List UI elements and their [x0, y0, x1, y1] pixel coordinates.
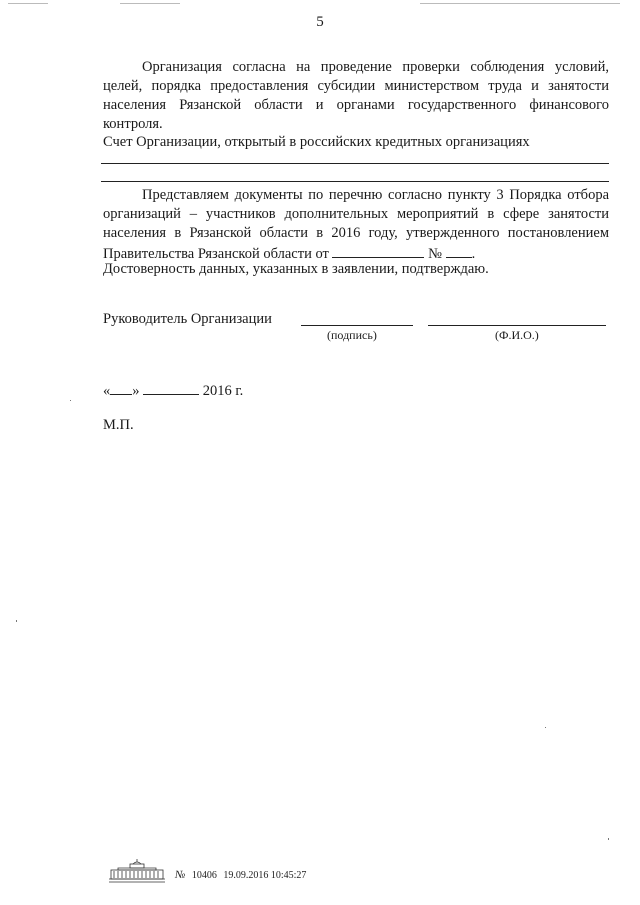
- full-name-line: [428, 325, 606, 326]
- open-quote: «: [103, 383, 111, 399]
- day-blank: [110, 380, 132, 395]
- documents-paragraph: [103, 186, 609, 264]
- registration-mark: №: [175, 869, 186, 881]
- scan-artifact: [420, 3, 620, 4]
- resolution-number-blank: [446, 243, 472, 258]
- scan-artifact: [608, 838, 609, 840]
- scan-artifact: [545, 727, 546, 728]
- signature-line: [301, 325, 413, 326]
- month-blank: [143, 380, 199, 395]
- registration-timestamp: 19.09.2016 10:45:27: [223, 870, 307, 881]
- date-line: [103, 380, 243, 400]
- documents-paragraph-text: Представляем документы по перечню согласно пункту 3 Порядка отбора организаций – участников дополнительных мероприятий в сфере занятости населения в Рязанской области в 2016 году, утвержденного постановлением Правительства Рязанской области от: [103, 187, 609, 262]
- registration-stamp: [175, 869, 310, 881]
- confirmation-text: Достоверность данных, указанных в заявлении, подтверждаю.: [103, 261, 489, 277]
- scan-artifact: [8, 3, 48, 4]
- page-number: 5: [316, 14, 324, 30]
- account-label: Счет Организации, открытый в российских кредитных организациях: [103, 134, 530, 150]
- registration-number: 10406: [191, 870, 217, 881]
- scan-artifact: [16, 620, 17, 622]
- seal-placeholder-label: М.П.: [103, 417, 134, 433]
- full-name-caption: (Ф.И.О.): [495, 328, 539, 342]
- government-building-stamp-icon: [108, 857, 166, 885]
- number-sign: №: [424, 246, 446, 262]
- year-text: 2016 г.: [202, 383, 244, 399]
- documents-paragraph-end: .: [471, 246, 476, 262]
- head-of-organization-label: Руководитель Организации: [103, 311, 272, 327]
- signature-caption: (подпись): [327, 328, 377, 342]
- scan-artifact: [70, 400, 71, 401]
- account-entry-line-1: [101, 163, 609, 164]
- close-quote: »: [132, 383, 140, 399]
- scan-artifact: [120, 3, 180, 4]
- resolution-date-blank: [332, 243, 424, 258]
- consent-paragraph: Организация согласна на проведение проверки соблюдения условий, целей, порядка предоставления субсидии министерством труда и занятости населения Рязанской области и органами государственного финансового контроля.: [103, 59, 609, 132]
- account-entry-line-2: [101, 181, 609, 182]
